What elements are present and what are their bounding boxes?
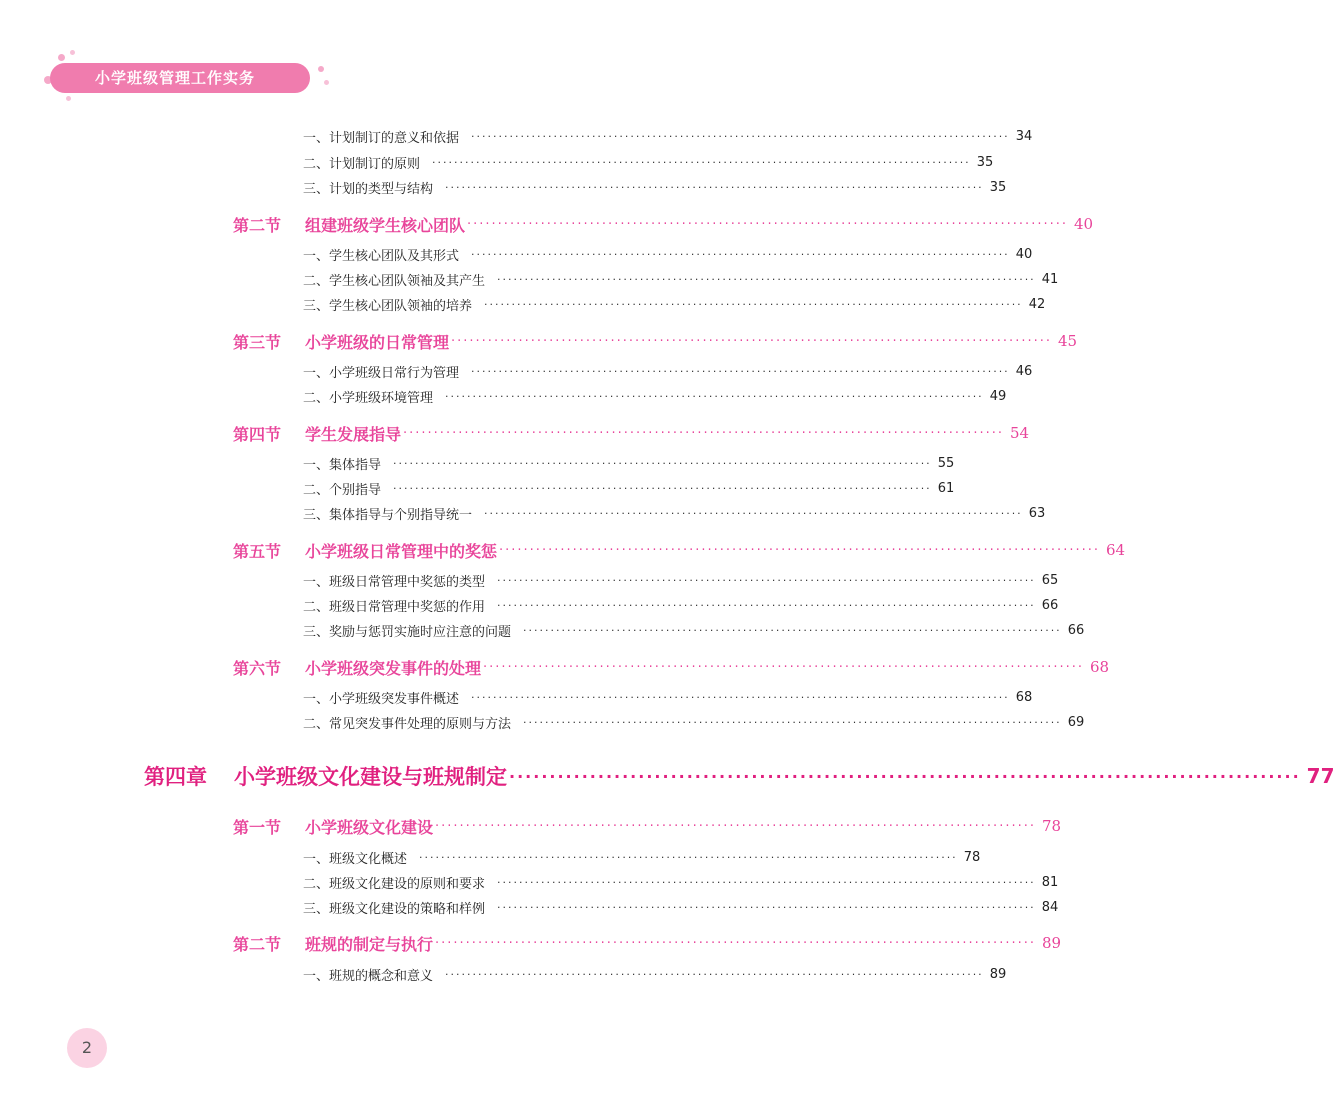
dot-leader: ·································································································· (445, 180, 984, 194)
toc-item-page: 65 (1041, 572, 1059, 588)
toc-item-title: 一、学生核心团队及其形式 (303, 248, 460, 264)
toc-item[interactable] (303, 618, 1085, 642)
toc-section-title: 学生发展指导 (305, 424, 402, 444)
dot-leader: ·································································································· (523, 623, 1062, 637)
toc-item-page: 55 (937, 455, 955, 471)
toc-item-title: 二、个别指导 (303, 482, 382, 498)
dot-leader: ·································································································· (467, 216, 1068, 232)
toc-item-title: 一、班级文化概述 (303, 851, 408, 867)
toc-item-title: 二、班级文化建设的原则和要求 (303, 876, 486, 892)
toc-item[interactable] (303, 845, 981, 869)
dot-leader: ·································································································· (497, 272, 1036, 286)
toc-item-title: 一、集体指导 (303, 457, 382, 473)
page-number: 2 (67, 1028, 107, 1068)
toc-chapter-title: 小学班级文化建设与班规制定 (234, 765, 507, 789)
dot-leader: ·································································································· (393, 481, 932, 495)
toc-item-page: 42 (1028, 296, 1046, 312)
toc-item[interactable] (303, 962, 1007, 986)
toc-section-title: 小学班级的日常管理 (305, 332, 450, 352)
toc-item[interactable] (303, 593, 1059, 617)
dot-leader: ·································································································· (451, 333, 1052, 349)
toc-item-page: 66 (1067, 622, 1085, 638)
toc-section-page: 68 (1089, 658, 1110, 676)
toc-item-title: 二、学生核心团队领袖及其产生 (303, 273, 486, 289)
toc-section-title: 组建班级学生核心团队 (305, 215, 466, 235)
toc-item-title: 二、小学班级环境管理 (303, 390, 434, 406)
toc-item[interactable] (303, 384, 1007, 408)
toc-item-title: 三、班级文化建设的策略和样例 (303, 901, 486, 917)
toc-item[interactable] (303, 267, 1059, 291)
toc-item[interactable] (303, 501, 1046, 525)
toc-item[interactable] (303, 175, 1007, 199)
toc-section[interactable] (233, 210, 1094, 238)
toc-section-page: 54 (1009, 424, 1030, 442)
toc-section-number: 第五节 (233, 541, 282, 561)
toc-section-number: 第四节 (233, 424, 282, 444)
toc-item-title: 一、班规的概念和意义 (303, 968, 434, 984)
toc-item-title: 一、计划制订的意义和依据 (303, 130, 460, 146)
toc-section-page: 40 (1073, 215, 1094, 233)
dot-leader: ·································································································· (499, 542, 1100, 558)
toc-item-title: 三、奖励与惩罚实施时应注意的问题 (303, 624, 512, 640)
dot-leader: ·································································································· (445, 967, 984, 981)
toc-section-number: 第二节 (233, 215, 282, 235)
toc-section-title: 班规的制定与执行 (305, 934, 434, 954)
toc-item-page: 63 (1028, 505, 1046, 521)
toc-item-title: 一、小学班级突发事件概述 (303, 691, 460, 707)
dot-leader: ·································································································· (497, 573, 1036, 587)
toc-section-number: 第六节 (233, 658, 282, 678)
dot-leader: ·································································································· (497, 598, 1036, 612)
toc-section-page: 89 (1041, 934, 1062, 952)
dot-leader: ·································································································· (471, 364, 1010, 378)
toc-item-page: 46 (1015, 363, 1033, 379)
decor-dot (318, 66, 324, 72)
dot-leader: ·································································································· (483, 659, 1084, 675)
toc-item-page: 49 (989, 388, 1007, 404)
toc-item[interactable] (303, 685, 1033, 709)
toc-item-title: 二、常见突发事件处理的原则与方法 (303, 716, 512, 732)
toc-item-page: 78 (963, 849, 981, 865)
toc-item-title: 三、计划的类型与结构 (303, 181, 434, 197)
toc-item-page: 84 (1041, 899, 1059, 915)
toc-section-title: 小学班级文化建设 (305, 817, 434, 837)
toc-item-page: 69 (1067, 714, 1085, 730)
toc-item[interactable] (303, 568, 1059, 592)
toc-section-page: 64 (1105, 541, 1126, 559)
dot-leader: ·································································································· (497, 900, 1036, 914)
toc-section-title: 小学班级突发事件的处理 (305, 658, 482, 678)
toc-chapter-number: 第四章 (144, 765, 207, 789)
toc-item[interactable] (303, 359, 1033, 383)
dot-leader: ·································································································· (435, 818, 1036, 834)
dot-leader: ·································································································· (509, 766, 1301, 786)
toc-item[interactable] (303, 124, 1033, 148)
dot-leader: ·································································································· (523, 715, 1062, 729)
toc-item[interactable] (303, 150, 994, 174)
toc-item[interactable] (303, 710, 1085, 734)
toc-item-page: 35 (976, 154, 994, 170)
dot-leader: ·································································································· (393, 456, 932, 470)
toc-section[interactable] (233, 929, 1062, 957)
toc-section-number: 第三节 (233, 332, 282, 352)
decor-dot (324, 80, 329, 85)
toc-section[interactable] (233, 419, 1030, 447)
toc-item[interactable] (303, 292, 1046, 316)
dot-leader: ·································································································· (403, 425, 1004, 441)
toc-item-page: 34 (1015, 128, 1033, 144)
toc-item-page: 68 (1015, 689, 1033, 705)
toc-item-page: 66 (1041, 597, 1059, 613)
decor-dot (58, 54, 65, 61)
toc-item[interactable] (303, 870, 1059, 894)
dot-leader: ·································································································· (471, 247, 1010, 261)
toc-section[interactable] (233, 536, 1126, 564)
toc-section-page: 78 (1041, 817, 1062, 835)
toc-item-title: 二、计划制订的原则 (303, 156, 421, 172)
toc-section-title: 小学班级日常管理中的奖惩 (305, 541, 498, 561)
decor-dot (66, 96, 71, 101)
toc-item-page: 40 (1015, 246, 1033, 262)
toc-item[interactable] (303, 451, 955, 475)
toc-item-title: 二、班级日常管理中奖惩的作用 (303, 599, 486, 615)
dot-leader: ·································································································· (432, 155, 971, 169)
toc-item[interactable] (303, 476, 955, 500)
toc-chapter[interactable] (144, 759, 1335, 793)
toc-item-title: 一、班级日常管理中奖惩的类型 (303, 574, 486, 590)
toc-item-page: 35 (989, 179, 1007, 195)
toc-section[interactable] (233, 812, 1062, 840)
decor-dot (70, 50, 75, 55)
toc-item-title: 一、小学班级日常行为管理 (303, 365, 460, 381)
toc-item[interactable] (303, 895, 1059, 919)
toc-section[interactable] (233, 327, 1078, 355)
toc-item[interactable] (303, 242, 1033, 266)
header-title: 小学班级管理工作实务 (95, 69, 256, 87)
dot-leader: ·································································································· (419, 850, 958, 864)
toc-item-page: 81 (1041, 874, 1059, 890)
toc-section-number: 第一节 (233, 817, 282, 837)
dot-leader: ·································································································· (435, 935, 1036, 951)
dot-leader: ·································································································· (471, 690, 1010, 704)
toc-item-title: 三、集体指导与个别指导统一 (303, 507, 473, 523)
toc-section-page: 45 (1057, 332, 1078, 350)
toc-item-page: 89 (989, 966, 1007, 982)
toc-section[interactable] (233, 653, 1110, 681)
dot-leader: ·································································································· (445, 389, 984, 403)
dot-leader: ·································································································· (497, 875, 1036, 889)
dot-leader: ·································································································· (484, 506, 1023, 520)
toc-item-page: 41 (1041, 271, 1059, 287)
toc-chapter-page: 77 (1306, 764, 1335, 788)
dot-leader: ·································································································· (471, 129, 1010, 143)
toc-item-page: 61 (937, 480, 955, 496)
dot-leader: ·································································································· (484, 297, 1023, 311)
toc-item-title: 三、学生核心团队领袖的培养 (303, 298, 473, 314)
toc-section-number: 第二节 (233, 934, 282, 954)
